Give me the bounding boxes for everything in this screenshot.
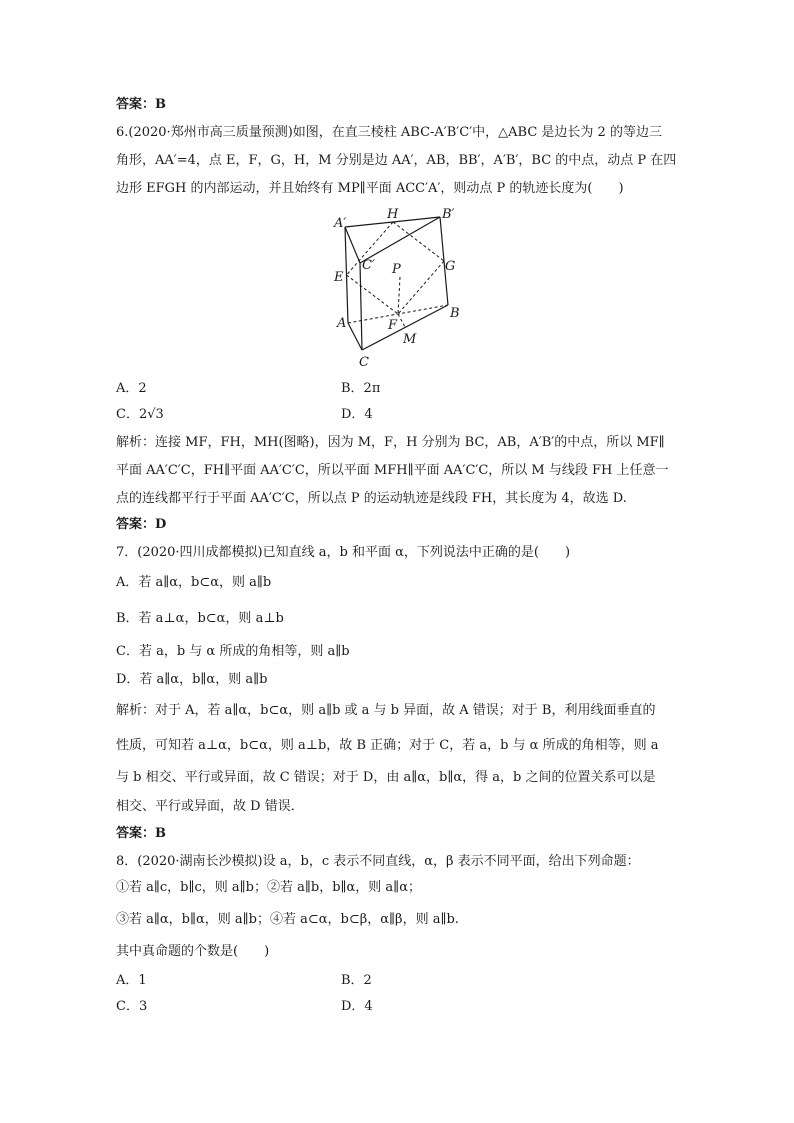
q6-stem-line2: 角形，AA′=4，点 E，F，G，H，M 分别是边 AA′，AB，BB′，A′B′，BC 的中点，动点 P 在四 [116, 153, 677, 168]
q7-solution-line2: 性质，可知若 a⊥α，b⊂α，则 a⊥b，故 B 正确；对于 C，若 a，b 与 α 所成的角相等，则 a [116, 738, 659, 753]
label-p: P [392, 262, 401, 277]
label-b: B [450, 306, 460, 321]
q6-solution-line3: 点的连线都平行于平面 AA′C′C，所以点 P 的运动轨迹是线段 FH，其长度为 4，故选 D. [116, 491, 627, 506]
prism-figure [330, 205, 470, 375]
q7-option-c: C．若 a，b 与 α 所成的角相等，则 a∥b [116, 644, 350, 659]
q8-option-b: B．2 [341, 973, 372, 988]
label-g: G [445, 259, 456, 274]
label-c: C [359, 355, 369, 370]
edge-a1c1 [345, 227, 360, 263]
label-m: M [403, 332, 417, 347]
edge-ac [348, 323, 362, 350]
q6-option-a: A．2 [116, 381, 147, 396]
q7-solution-line3: 与 b 相交、平行或异面，故 C 错误；对于 D，由 a∥α，b∥α，得 a，b 之间的位置关系可以是 [116, 770, 656, 785]
segment-fm [398, 314, 405, 327]
q7-option-d: D．若 a∥α，b∥α，则 a∥b [116, 672, 268, 687]
q8-option-c: C．3 [116, 999, 148, 1014]
edge-cc1 [360, 263, 362, 350]
q6-solution-line1: 解析：连接 MF，FH，MH(图略)，因为 M，F，H 分别为 BC，AB，A′B′的中点，所以 MF∥ [116, 435, 665, 450]
q6-option-d: D．4 [341, 407, 373, 422]
q8-propositions-2: ③若 a∥α，b∥α，则 a∥b；④若 a⊂α，b⊂β，α∥β，则 a∥b. [116, 912, 459, 927]
segment-pf [398, 277, 400, 314]
q7-option-a: A．若 a∥α，b⊂α，则 a∥b [116, 575, 272, 590]
edge-hg [393, 222, 444, 261]
label-f: F [388, 318, 398, 333]
q6-option-c: C．2√3 [116, 407, 164, 422]
label-c1: C′ [362, 258, 375, 273]
label-a1: A′ [334, 216, 347, 231]
q7-solution-line4: 相交、平行或异面，故 D 错误． [116, 799, 304, 814]
q6-stem-line1: 6.(2020·郑州市高三质量预测)如图，在直三棱柱 ABC-A′B′C′中，△ABC 是边长为 2 的等边三 [116, 125, 662, 140]
q8-propositions-1: ①若 a∥c，b∥c，则 a∥b；②若 a∥b，b∥α，则 a∥α； [116, 880, 421, 895]
label-h: H [387, 207, 399, 222]
q7-option-b: B．若 a⊥α，b⊂α，则 a⊥b [116, 611, 284, 626]
label-e: E [334, 270, 344, 285]
answer-q6: 答案：D [116, 517, 167, 532]
q8-question: 其中真命题的个数是( ) [116, 944, 270, 959]
q8-option-a: A．1 [116, 973, 147, 988]
q6-option-b: B．2π [341, 381, 381, 396]
edge-gf [398, 261, 444, 314]
label-b1: B′ [442, 207, 455, 222]
q7-stem: 7．(2020·四川成都模拟)已知直线 a，b 和平面 α，下列说法中正确的是( ) [116, 545, 571, 560]
q8-option-d: D．4 [341, 999, 373, 1014]
q7-solution-line1: 解析：对于 A，若 a∥α，b⊂α，则 a∥b 或 a 与 b 异面，故 A 错误；对于 B，利用线面垂直的 [116, 703, 656, 718]
answer-q7: 答案：B [116, 826, 166, 841]
q6-stem-line3: 边形 EFGH 的内部运动，并且始终有 MP∥平面 ACC′A′，则动点 P 的轨迹长度为( ) [116, 181, 624, 196]
q6-solution-line2: 平面 AA′C′C，FH∥平面 AA′C′C，所以平面 MFH∥平面 AA′C′C，所以 M 与线段 FH 上任意一 [116, 463, 669, 478]
edge-ef [347, 275, 399, 314]
answer-q5: 答案：B [116, 97, 166, 112]
q8-stem: 8．(2020·湖南长沙模拟)设 a，b，c 表示不同直线，α，β 表示不同平面，给出下列命题： [116, 854, 640, 869]
label-a: A [337, 316, 347, 331]
